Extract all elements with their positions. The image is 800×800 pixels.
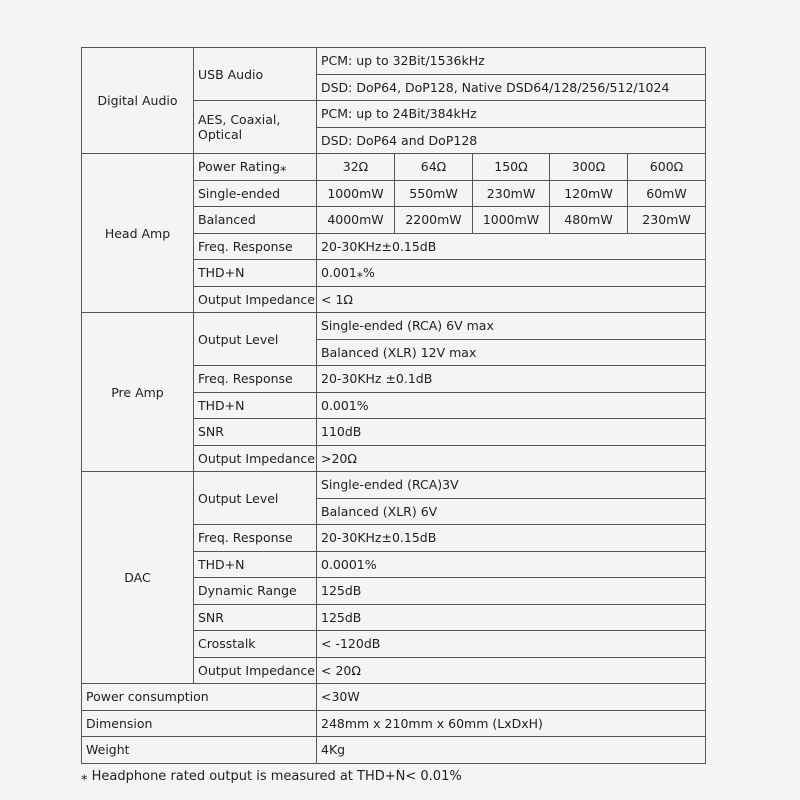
section-head-amp: Head Amp (82, 154, 194, 313)
pre-amp-thd-value: 0.001% (317, 392, 706, 419)
head-amp-impedance-value: < 1Ω (317, 286, 706, 313)
head-amp-freq-value: 20-30KHz±0.15dB (317, 233, 706, 260)
single-ended-64: 550mW (395, 180, 473, 207)
table-row (82, 313, 706, 340)
power-rating-label: Power Rating⁎ (194, 154, 317, 181)
usb-pcm-value: PCM: up to 32Bit/1536kHz (317, 48, 706, 75)
dac-impedance-value: < 20Ω (317, 657, 706, 684)
dac-single-ended-value: Single-ended (RCA)3V (317, 472, 706, 499)
pre-amp-freq-value: 20-30KHz ±0.1dB (317, 366, 706, 393)
dac-dynamic-range-value: 125dB (317, 578, 706, 605)
spec-table (81, 47, 706, 764)
load-600-ohm: 600Ω (628, 154, 706, 181)
pre-amp-output-level-label: Output Level (194, 313, 317, 366)
balanced-32: 4000mW (317, 207, 395, 234)
head-amp-freq-label: Freq. Response (194, 233, 317, 260)
pre-amp-snr-label: SNR (194, 419, 317, 446)
section-digital-audio: Digital Audio (82, 48, 194, 154)
pre-amp-snr-value: 110dB (317, 419, 706, 446)
dimension-value: 248mm x 210mm x 60mm (LxDxH) (317, 710, 706, 737)
dac-freq-label: Freq. Response (194, 525, 317, 552)
usb-dsd-value: DSD: DoP64, DoP128, Native DSD64/128/256/512/1024 (317, 74, 706, 101)
dac-balanced-value: Balanced (XLR) 6V (317, 498, 706, 525)
dac-thd-value: 0.0001% (317, 551, 706, 578)
balanced-300: 480mW (550, 207, 628, 234)
head-amp-thd-value: 0.001⁎% (317, 260, 706, 287)
dac-crosstalk-label: Crosstalk (194, 631, 317, 658)
pre-amp-freq-label: Freq. Response (194, 366, 317, 393)
pre-amp-impedance-value: >20Ω (317, 445, 706, 472)
pre-amp-single-ended-value: Single-ended (RCA) 6V max (317, 313, 706, 340)
single-ended-32: 1000mW (317, 180, 395, 207)
pre-amp-balanced-value: Balanced (XLR) 12V max (317, 339, 706, 366)
dac-snr-label: SNR (194, 604, 317, 631)
section-dac: DAC (82, 472, 194, 684)
weight-value: 4Kg (317, 737, 706, 764)
aes-coaxial-optical-label: AES, Coaxial, Optical (194, 101, 317, 154)
dac-freq-value: 20-30KHz±0.15dB (317, 525, 706, 552)
dac-dynamic-range-label: Dynamic Range (194, 578, 317, 605)
table-row (82, 710, 706, 737)
section-pre-amp: Pre Amp (82, 313, 194, 472)
weight-label: Weight (82, 737, 317, 764)
dac-impedance-label: Output Impedance (194, 657, 317, 684)
spec-sheet (81, 47, 705, 764)
footnote: ⁎ Headphone rated output is measured at THD+N< 0.01% (81, 769, 462, 784)
load-150-ohm: 150Ω (473, 154, 550, 181)
balanced-label: Balanced (194, 207, 317, 234)
single-ended-label: Single-ended (194, 180, 317, 207)
balanced-150: 1000mW (473, 207, 550, 234)
load-32-ohm: 32Ω (317, 154, 395, 181)
pre-amp-impedance-label: Output Impedance (194, 445, 317, 472)
table-row (82, 684, 706, 711)
single-ended-150: 230mW (473, 180, 550, 207)
table-row (82, 472, 706, 499)
single-ended-300: 120mW (550, 180, 628, 207)
aes-pcm-value: PCM: up to 24Bit/384kHz (317, 101, 706, 128)
table-row (82, 48, 706, 75)
balanced-64: 2200mW (395, 207, 473, 234)
power-consumption-value: <30W (317, 684, 706, 711)
load-300-ohm: 300Ω (550, 154, 628, 181)
aes-dsd-value: DSD: DoP64 and DoP128 (317, 127, 706, 154)
load-64-ohm: 64Ω (395, 154, 473, 181)
head-amp-thd-label: THD+N (194, 260, 317, 287)
single-ended-600: 60mW (628, 180, 706, 207)
dac-snr-value: 125dB (317, 604, 706, 631)
head-amp-impedance-label: Output Impedance (194, 286, 317, 313)
dac-thd-label: THD+N (194, 551, 317, 578)
table-row (82, 737, 706, 764)
table-row (82, 154, 706, 181)
balanced-600: 230mW (628, 207, 706, 234)
usb-audio-label: USB Audio (194, 48, 317, 101)
pre-amp-thd-label: THD+N (194, 392, 317, 419)
power-consumption-label: Power consumption (82, 684, 317, 711)
dac-crosstalk-value: < -120dB (317, 631, 706, 658)
dac-output-level-label: Output Level (194, 472, 317, 525)
dimension-label: Dimension (82, 710, 317, 737)
